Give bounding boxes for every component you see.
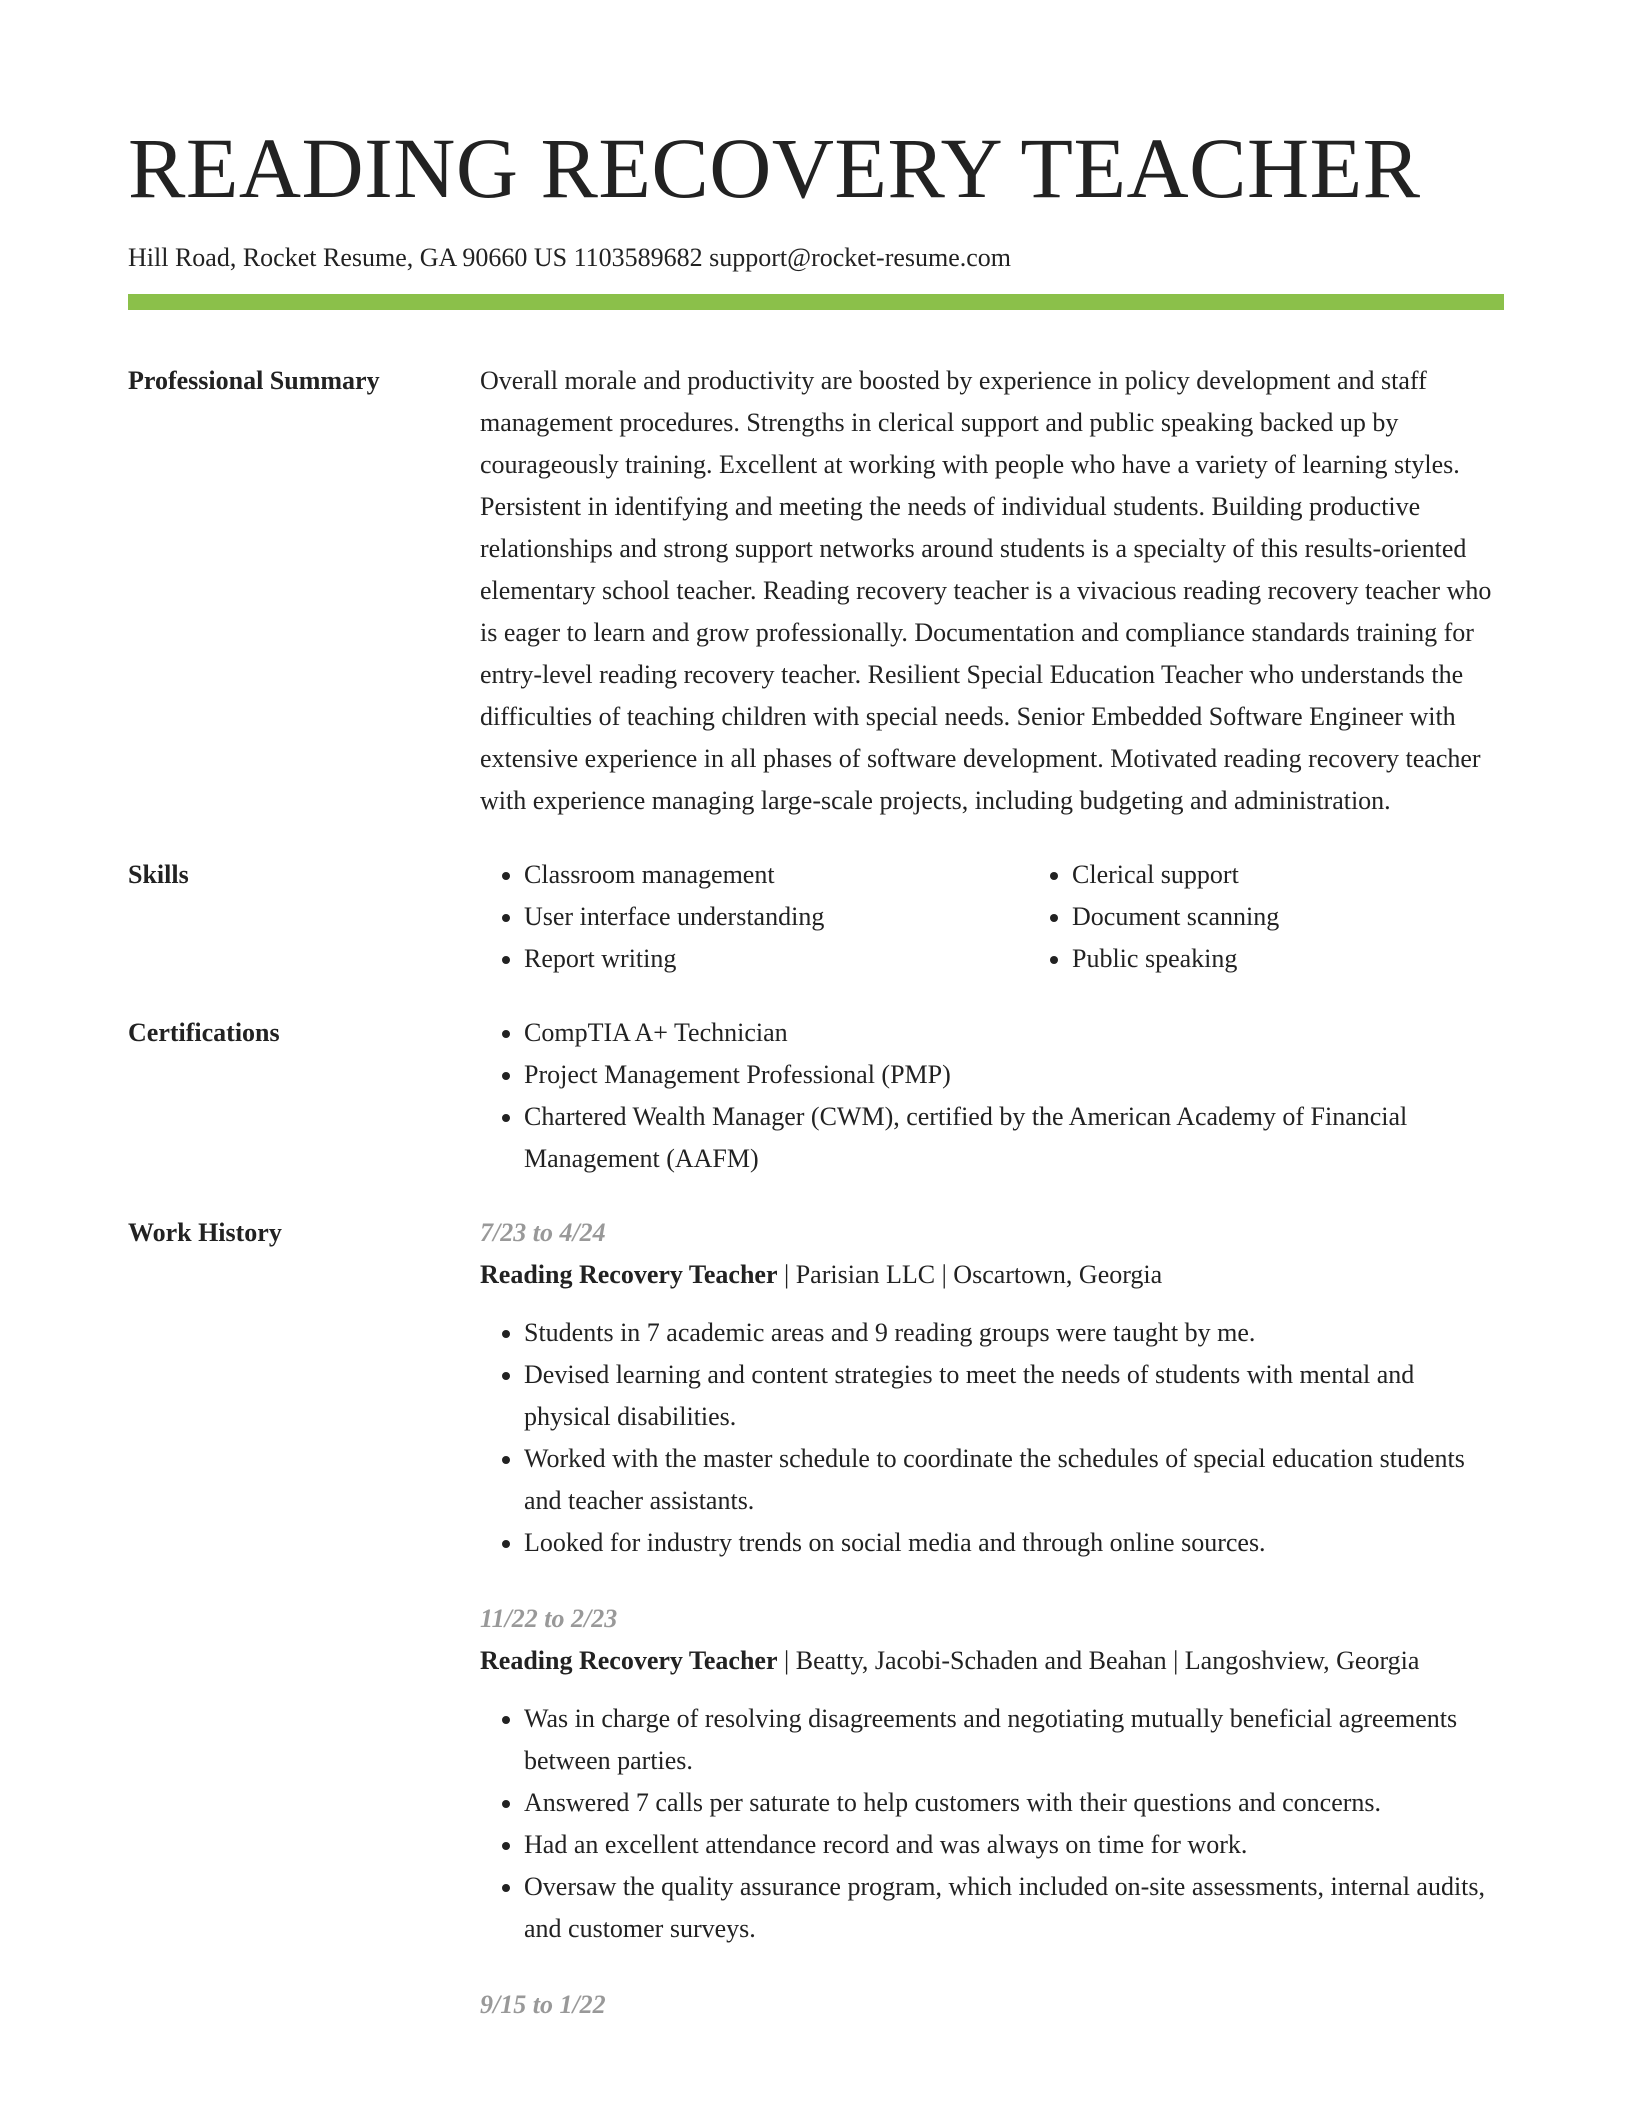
skill-item: • Document scanning (1072, 896, 1576, 938)
job-bullet: • Worked with the master schedule to coordinate the schedules of special education students and teacher assistants. (524, 1438, 1504, 1522)
certifications-list (480, 1012, 1504, 1180)
job-details: | Beatty, Jacobi-Schaden and Beahan | Langoshview, Georgia (777, 1646, 1420, 1675)
skills-list-right (1028, 854, 1576, 980)
skill-item: • Clerical support (1072, 854, 1576, 896)
skill-item: • Classroom management (524, 854, 1028, 896)
job-entry (480, 1984, 1504, 2026)
job-heading (480, 1254, 1504, 1296)
skills-section (128, 854, 1504, 980)
professional-summary-section (128, 360, 1504, 822)
job-dates: 9/15 to 1/22 (480, 1990, 606, 2019)
section-label: Certifications (128, 1018, 280, 1047)
skills-list-left (480, 854, 1028, 980)
certification-item: • Project Management Professional (PMP) (524, 1054, 1504, 1096)
section-label: Professional Summary (128, 366, 380, 395)
job-bullet: • Answered 7 calls per saturate to help customers with their questions and concerns. (524, 1782, 1504, 1824)
job-heading (480, 1640, 1504, 1682)
accent-divider (128, 294, 1504, 310)
job-bullet: • Devised learning and content strategies to meet the needs of students with mental and physical disabilities. (524, 1354, 1504, 1438)
resume-name: READING RECOVERY TEACHER (128, 120, 1421, 216)
section-label: Skills (128, 860, 189, 889)
skill-item: • Report writing (524, 938, 1028, 980)
section-label: Work History (128, 1218, 282, 1247)
job-bullet: • Oversaw the quality assurance program, which included on-site assessments, internal audits, and customer surveys. (524, 1866, 1504, 1950)
certifications-section (128, 1012, 1504, 1180)
summary-text: Overall morale and productivity are boosted by experience in policy development and staff management procedures. Strengths in clerical support and public speaking backed up by courageously training. Excellent at working with people who have a variety of learning styles. Persistent in identifying and meeting the needs of individual students. Building productive relationships and strong support networks around students is a specialty of this results-oriented elementary school teacher. Reading recovery teacher is a vivacious reading recovery teacher who is eager to learn and grow professionally. Documentation and compliance standards training for entry-level reading recovery teacher. Resilient Special Education Teacher who understands the difficulties of teaching children with special needs. Senior Embedded Software Engineer with extensive experience in all phases of software development. Motivated reading recovery teacher with experience managing large-scale projects, including budgeting and administration. (480, 366, 1492, 815)
skill-item: • User interface understanding (524, 896, 1028, 938)
job-bullet: • Looked for industry trends on social media and through online sources. (524, 1522, 1504, 1564)
job-dates: 11/22 to 2/23 (480, 1604, 618, 1633)
job-dates: 7/23 to 4/24 (480, 1218, 606, 1247)
job-bullet: • Had an excellent attendance record and was always on time for work. (524, 1824, 1504, 1866)
certification-item: • Chartered Wealth Manager (CWM), certified by the American Academy of Financial Management (AAFM) (524, 1096, 1504, 1180)
job-entry (480, 1212, 1504, 1564)
work-history-section (128, 1212, 1504, 2026)
job-title: Reading Recovery Teacher (480, 1646, 778, 1675)
certification-item: • CompTIA A+ Technician (524, 1012, 1504, 1054)
skills-grid (480, 854, 1576, 980)
job-bullet: • Was in charge of resolving disagreements and negotiating mutually beneficial agreements between parties. (524, 1698, 1504, 1782)
job-bullet: • Students in 7 academic areas and 9 reading groups were taught by me. (524, 1312, 1504, 1354)
certifications-body (480, 1012, 1504, 1180)
job-bullet-list (480, 1312, 1504, 1564)
work-history-body (480, 1212, 1504, 2026)
job-entry (480, 1598, 1504, 1950)
job-title: Reading Recovery Teacher (480, 1260, 778, 1289)
contact-line: Hill Road, Rocket Resume, GA 90660 US 1103589682 support@rocket-resume.com (128, 243, 1012, 272)
job-details: | Parisian LLC | Oscartown, Georgia (777, 1260, 1163, 1289)
job-bullet-list (480, 1698, 1504, 1950)
resume-page (128, 0, 1504, 2026)
skill-item: • Public speaking (1072, 938, 1576, 980)
